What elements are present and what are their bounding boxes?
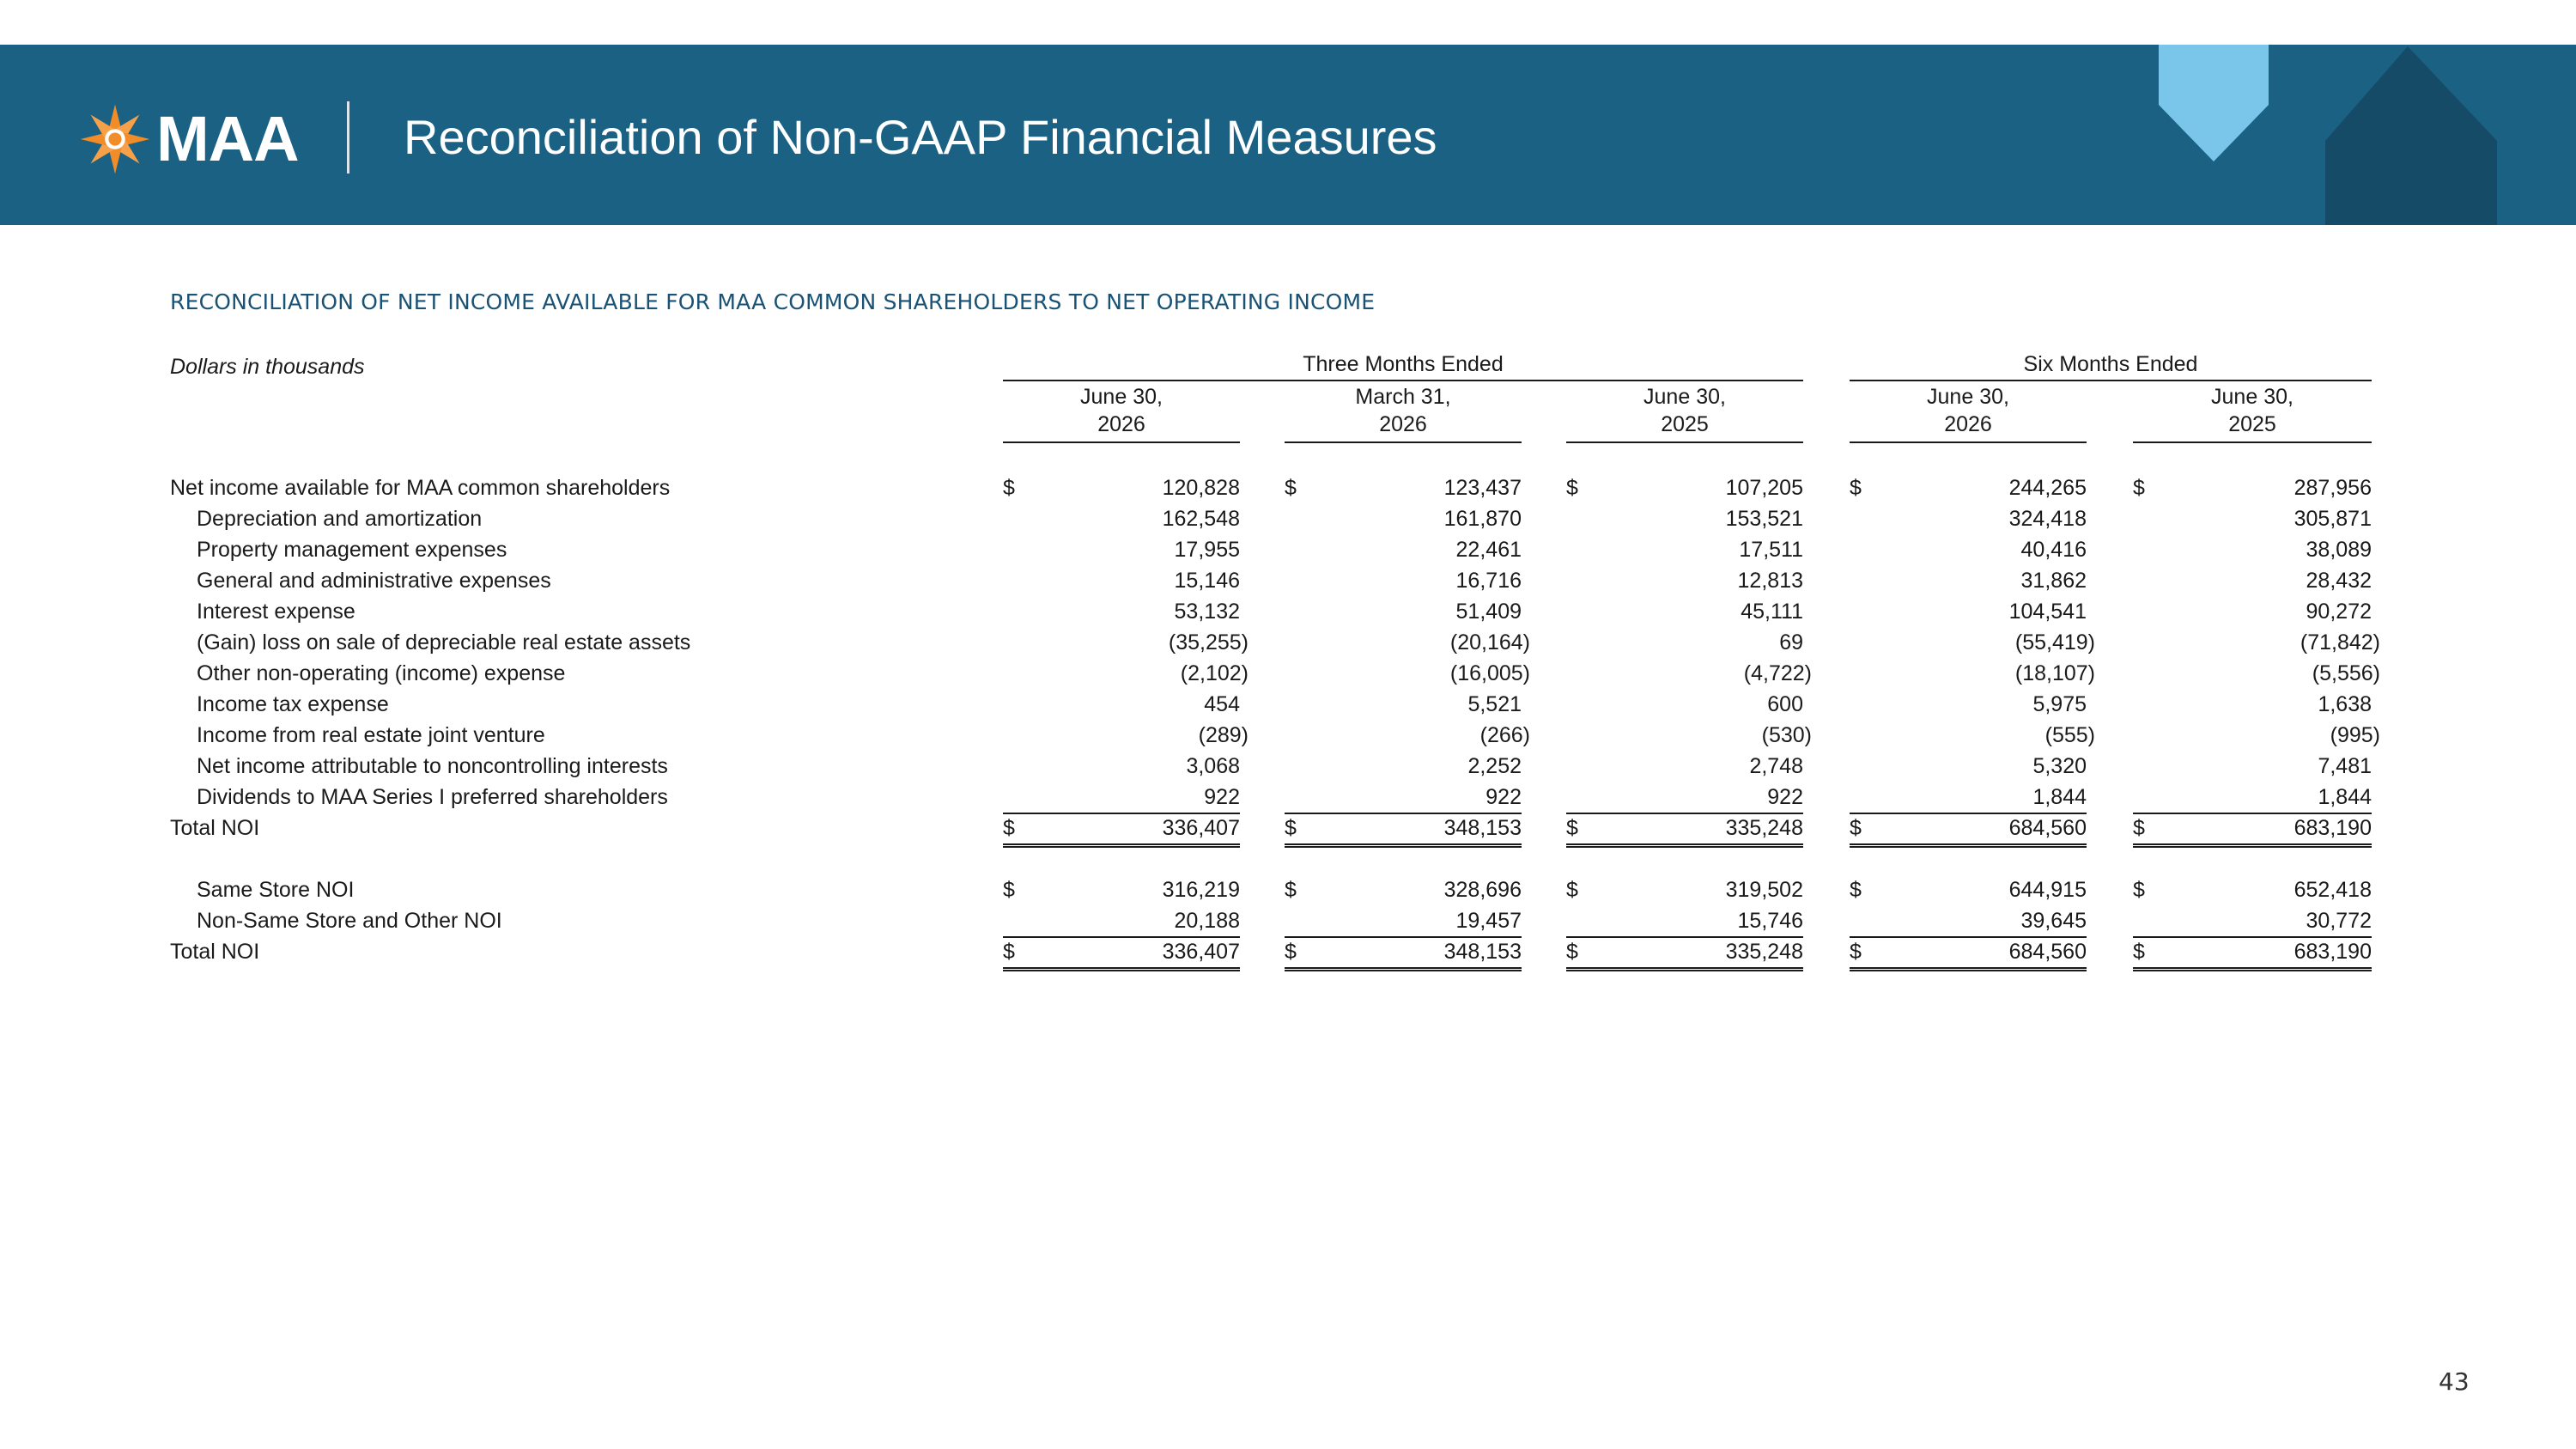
currency-symbol: $	[1566, 940, 1578, 964]
cell-value: 120,828	[1162, 476, 1240, 500]
column-header-year: 2025	[2228, 412, 2276, 436]
column-header-year: 2026	[1097, 412, 1145, 436]
table-cell	[2133, 596, 2372, 627]
table-cell	[1566, 472, 1803, 503]
currency-symbol: $	[2133, 476, 2145, 500]
row-label: Property management expenses	[197, 538, 507, 562]
row-label: Depreciation and amortization	[197, 507, 483, 531]
table-cell	[1285, 472, 1522, 503]
cell-value: 30,772	[2306, 909, 2372, 933]
cell-value: 922	[1767, 785, 1803, 809]
table-row	[0, 565, 2576, 596]
table-row	[0, 751, 2576, 782]
table-cell	[2133, 905, 2372, 938]
maa-logo	[79, 96, 299, 182]
table-cell	[2133, 534, 2372, 565]
cell-value: 12,813	[1737, 569, 1803, 593]
cell-value: 153,521	[1725, 507, 1803, 531]
cell-value: 19,457	[1455, 909, 1522, 933]
table-row	[0, 936, 2576, 967]
table-cell	[1850, 503, 2087, 534]
cell-value: (266)	[1479, 723, 1530, 747]
table-cell	[2133, 689, 2372, 720]
cell-value: 454	[1204, 692, 1240, 716]
table-cell	[1285, 534, 1522, 565]
table-cell	[1566, 627, 1803, 658]
table-cell	[1003, 565, 1240, 596]
cell-value: (20,164)	[1449, 630, 1530, 654]
section-title: RECONCILIATION OF NET INCOME AVAILABLE FOR MAA COMMON SHAREHOLDERS TO NET OPERATING INCOME	[170, 289, 1376, 314]
row-label: Total NOI	[170, 940, 260, 964]
cell-value: 348,153	[1443, 940, 1522, 964]
table-cell	[1850, 751, 2087, 782]
cell-value: 69	[1779, 630, 1803, 654]
cell-value: (5,556)	[2312, 661, 2380, 685]
header-banner	[0, 45, 2576, 225]
table-cell	[1003, 627, 1249, 658]
cell-value: 161,870	[1443, 507, 1522, 531]
currency-symbol: $	[2133, 816, 2145, 840]
currency-symbol: $	[2133, 940, 2145, 964]
cell-value: 335,248	[1725, 940, 1803, 964]
cell-value: 123,437	[1443, 476, 1522, 500]
column-header	[1566, 383, 1803, 443]
cell-value: 244,265	[2008, 476, 2087, 500]
table-row	[0, 503, 2576, 534]
cell-value: (18,107)	[2014, 661, 2095, 685]
cell-value: 5,521	[1467, 692, 1522, 716]
cell-value: 600	[1767, 692, 1803, 716]
group-three-months: Three Months Ended	[1003, 352, 1803, 381]
cell-value: 31,862	[2020, 569, 2087, 593]
column-header	[2133, 383, 2372, 443]
column-header-year: 2025	[1661, 412, 1709, 436]
table-cell	[1850, 627, 2095, 658]
table-cell	[1566, 596, 1803, 627]
table-cell	[1850, 689, 2087, 720]
currency-symbol: $	[1285, 816, 1297, 840]
currency-symbol: $	[1850, 476, 1862, 500]
table-cell	[2133, 782, 2372, 814]
cell-value: 107,205	[1725, 476, 1803, 500]
table-cell	[1285, 689, 1522, 720]
column-header-month: June 30,	[1927, 385, 2009, 409]
table-cell	[1003, 813, 1240, 848]
cell-value: 324,418	[2008, 507, 2087, 531]
table-cell	[2133, 658, 2380, 689]
table-cell	[1285, 751, 1522, 782]
currency-symbol: $	[1850, 940, 1862, 964]
table-cell	[2133, 503, 2372, 534]
column-header-year: 2026	[1944, 412, 1992, 436]
column-header	[1003, 383, 1240, 443]
row-label: Dividends to MAA Series I preferred shareholders	[197, 785, 668, 809]
cell-value: 162,548	[1162, 507, 1240, 531]
cell-value: (2,102)	[1180, 661, 1249, 685]
table-row	[0, 689, 2576, 720]
row-label: Income from real estate joint venture	[197, 723, 545, 747]
cell-value: 684,560	[2008, 940, 2087, 964]
cell-value: 1,638	[2318, 692, 2372, 716]
cell-value: 319,502	[1725, 878, 1803, 902]
row-label: (Gain) loss on sale of depreciable real estate assets	[197, 630, 691, 654]
currency-symbol: $	[1850, 878, 1862, 902]
row-label: General and administrative expenses	[197, 569, 551, 593]
table-cell	[2133, 627, 2380, 658]
cell-value: (71,842)	[2300, 630, 2380, 654]
currency-symbol: $	[2133, 878, 2145, 902]
table-row	[0, 905, 2576, 936]
currency-symbol: $	[1003, 476, 1015, 500]
table-cell	[1003, 472, 1240, 503]
cell-value: 2,252	[1467, 754, 1522, 778]
cell-value: 287,956	[2293, 476, 2372, 500]
table-row	[0, 596, 2576, 627]
cell-value: (16,005)	[1449, 661, 1530, 685]
table-cell	[1850, 936, 2087, 971]
currency-symbol: $	[1285, 940, 1297, 964]
table-cell	[1285, 936, 1522, 971]
table-row	[0, 813, 2576, 843]
cell-value: (4,722)	[1743, 661, 1812, 685]
cell-value: 51,409	[1455, 600, 1522, 624]
table-cell	[1003, 658, 1249, 689]
units-note: Dollars in thousands	[170, 355, 365, 379]
column-header	[1850, 383, 2087, 443]
table-cell	[1003, 874, 1240, 905]
table-cell	[1285, 874, 1522, 905]
table-cell	[1850, 534, 2087, 565]
currency-symbol: $	[1850, 816, 1862, 840]
cell-value: 45,111	[1741, 600, 1803, 624]
column-header-month: June 30,	[2211, 385, 2293, 409]
table-cell	[1850, 720, 2095, 751]
cell-value: 16,716	[1455, 569, 1522, 593]
row-label: Net income attributable to noncontrolling interests	[197, 754, 668, 778]
table-cell	[2133, 472, 2372, 503]
table-cell	[1003, 596, 1240, 627]
currency-symbol: $	[1566, 816, 1578, 840]
table-cell	[1285, 627, 1530, 658]
currency-symbol: $	[1003, 940, 1015, 964]
column-header-month: June 30,	[1643, 385, 1726, 409]
cell-value: (530)	[1761, 723, 1812, 747]
cell-value: 644,915	[2008, 878, 2087, 902]
cell-value: (995)	[2330, 723, 2380, 747]
cell-value: 22,461	[1455, 538, 1522, 562]
table-cell	[1566, 565, 1803, 596]
cell-value: (35,255)	[1168, 630, 1249, 654]
table-cell	[1566, 813, 1803, 848]
cell-value: 20,188	[1174, 909, 1240, 933]
cell-value: 17,955	[1174, 538, 1240, 562]
cell-value: (289)	[1198, 723, 1249, 747]
table-row	[0, 534, 2576, 565]
table-row	[0, 874, 2576, 905]
group-six-months: Six Months Ended	[1850, 352, 2372, 381]
table-cell	[1850, 565, 2087, 596]
cell-value: 39,645	[2020, 909, 2087, 933]
table-cell	[1003, 905, 1240, 938]
table-cell	[2133, 874, 2372, 905]
table-cell	[1566, 782, 1803, 814]
cell-value: 335,248	[1725, 816, 1803, 840]
row-label: Interest expense	[197, 600, 355, 624]
cell-value: 104,541	[2008, 600, 2087, 624]
currency-symbol: $	[1566, 878, 1578, 902]
table-cell	[1003, 751, 1240, 782]
column-header	[1285, 383, 1522, 443]
cell-value: 684,560	[2008, 816, 2087, 840]
cell-value: 17,511	[1739, 538, 1803, 562]
cell-value: 336,407	[1162, 940, 1240, 964]
table-cell	[1850, 874, 2087, 905]
table-cell	[1285, 658, 1530, 689]
cell-value: 336,407	[1162, 816, 1240, 840]
cell-value: (555)	[2044, 723, 2095, 747]
table-cell	[1285, 596, 1522, 627]
table-cell	[1566, 751, 1803, 782]
cell-value: 15,746	[1737, 909, 1803, 933]
page-number: 43	[2439, 1367, 2470, 1396]
column-header-year: 2026	[1379, 412, 1427, 436]
cell-value: 683,190	[2293, 816, 2372, 840]
table-cell	[1850, 905, 2087, 938]
table-cell	[1285, 720, 1530, 751]
cell-value: 1,844	[2032, 785, 2087, 809]
cell-value: 2,748	[1749, 754, 1803, 778]
cell-value: 15,146	[1174, 569, 1240, 593]
table-cell	[1285, 813, 1522, 848]
table-cell	[1566, 874, 1803, 905]
logo-divider	[347, 101, 349, 174]
logo-text: MAA	[156, 103, 299, 174]
currency-symbol: $	[1285, 878, 1297, 902]
table-cell	[1003, 503, 1240, 534]
cell-value: 5,975	[2032, 692, 2087, 716]
cell-value: 3,068	[1186, 754, 1240, 778]
row-label: Other non-operating (income) expense	[197, 661, 566, 685]
table-cell	[2133, 813, 2372, 848]
table-cell	[2133, 720, 2380, 751]
table-cell	[1566, 905, 1803, 938]
table-cell	[1850, 813, 2087, 848]
cell-value: 348,153	[1443, 816, 1522, 840]
cell-value: 305,871	[2293, 507, 2372, 531]
cell-value: 40,416	[2020, 538, 2087, 562]
cell-value: 7,481	[2318, 754, 2372, 778]
cell-value: 90,272	[2306, 600, 2372, 624]
cell-value: 922	[1204, 785, 1240, 809]
currency-symbol: $	[1566, 476, 1578, 500]
cell-value: 922	[1485, 785, 1522, 809]
currency-symbol: $	[1285, 476, 1297, 500]
table-row	[0, 472, 2576, 503]
cell-value: 53,132	[1174, 600, 1240, 624]
column-header-month: June 30,	[1080, 385, 1163, 409]
table-cell	[1850, 472, 2087, 503]
cell-value: 28,432	[2306, 569, 2372, 593]
table-cell	[1566, 720, 1812, 751]
table-cell	[1003, 534, 1240, 565]
table-cell	[2133, 936, 2372, 971]
cell-value: 683,190	[2293, 940, 2372, 964]
table-cell	[1850, 596, 2087, 627]
cell-value: 5,320	[2032, 754, 2087, 778]
page-title: Reconciliation of Non-GAAP Financial Measures	[404, 110, 1437, 164]
table-cell	[1566, 658, 1812, 689]
table-cell	[1566, 503, 1803, 534]
table-row	[0, 782, 2576, 813]
row-label: Total NOI	[170, 816, 260, 840]
decorative-house-shapes	[2147, 45, 2542, 225]
cell-value: 1,844	[2318, 785, 2372, 809]
table-cell	[2133, 751, 2372, 782]
table-cell	[1566, 936, 1803, 971]
row-label: Net income available for MAA common shareholders	[170, 476, 671, 500]
table-row	[0, 627, 2576, 658]
table-row	[0, 720, 2576, 751]
currency-symbol: $	[1003, 816, 1015, 840]
row-label: Same Store NOI	[197, 878, 355, 902]
table-cell	[1003, 936, 1240, 971]
table-cell	[1003, 782, 1240, 814]
row-label: Income tax expense	[197, 692, 389, 716]
maa-star-icon	[79, 103, 151, 175]
table-row	[0, 658, 2576, 689]
table-cell	[1285, 503, 1522, 534]
currency-symbol: $	[1003, 878, 1015, 902]
table-cell	[1285, 905, 1522, 938]
cell-value: 652,418	[2293, 878, 2372, 902]
table-cell	[1285, 782, 1522, 814]
cell-value: 328,696	[1443, 878, 1522, 902]
row-label: Non-Same Store and Other NOI	[197, 909, 502, 933]
cell-value: (55,419)	[2014, 630, 2095, 654]
table-cell	[1285, 565, 1522, 596]
table-cell	[1566, 534, 1803, 565]
table-cell	[2133, 565, 2372, 596]
column-header-month: March 31,	[1355, 385, 1451, 409]
cell-value: 38,089	[2306, 538, 2372, 562]
table-cell	[1850, 782, 2087, 814]
table-cell	[1850, 658, 2095, 689]
table-cell	[1003, 720, 1249, 751]
table-cell	[1566, 689, 1803, 720]
cell-value: 316,219	[1162, 878, 1240, 902]
table-cell	[1003, 689, 1240, 720]
